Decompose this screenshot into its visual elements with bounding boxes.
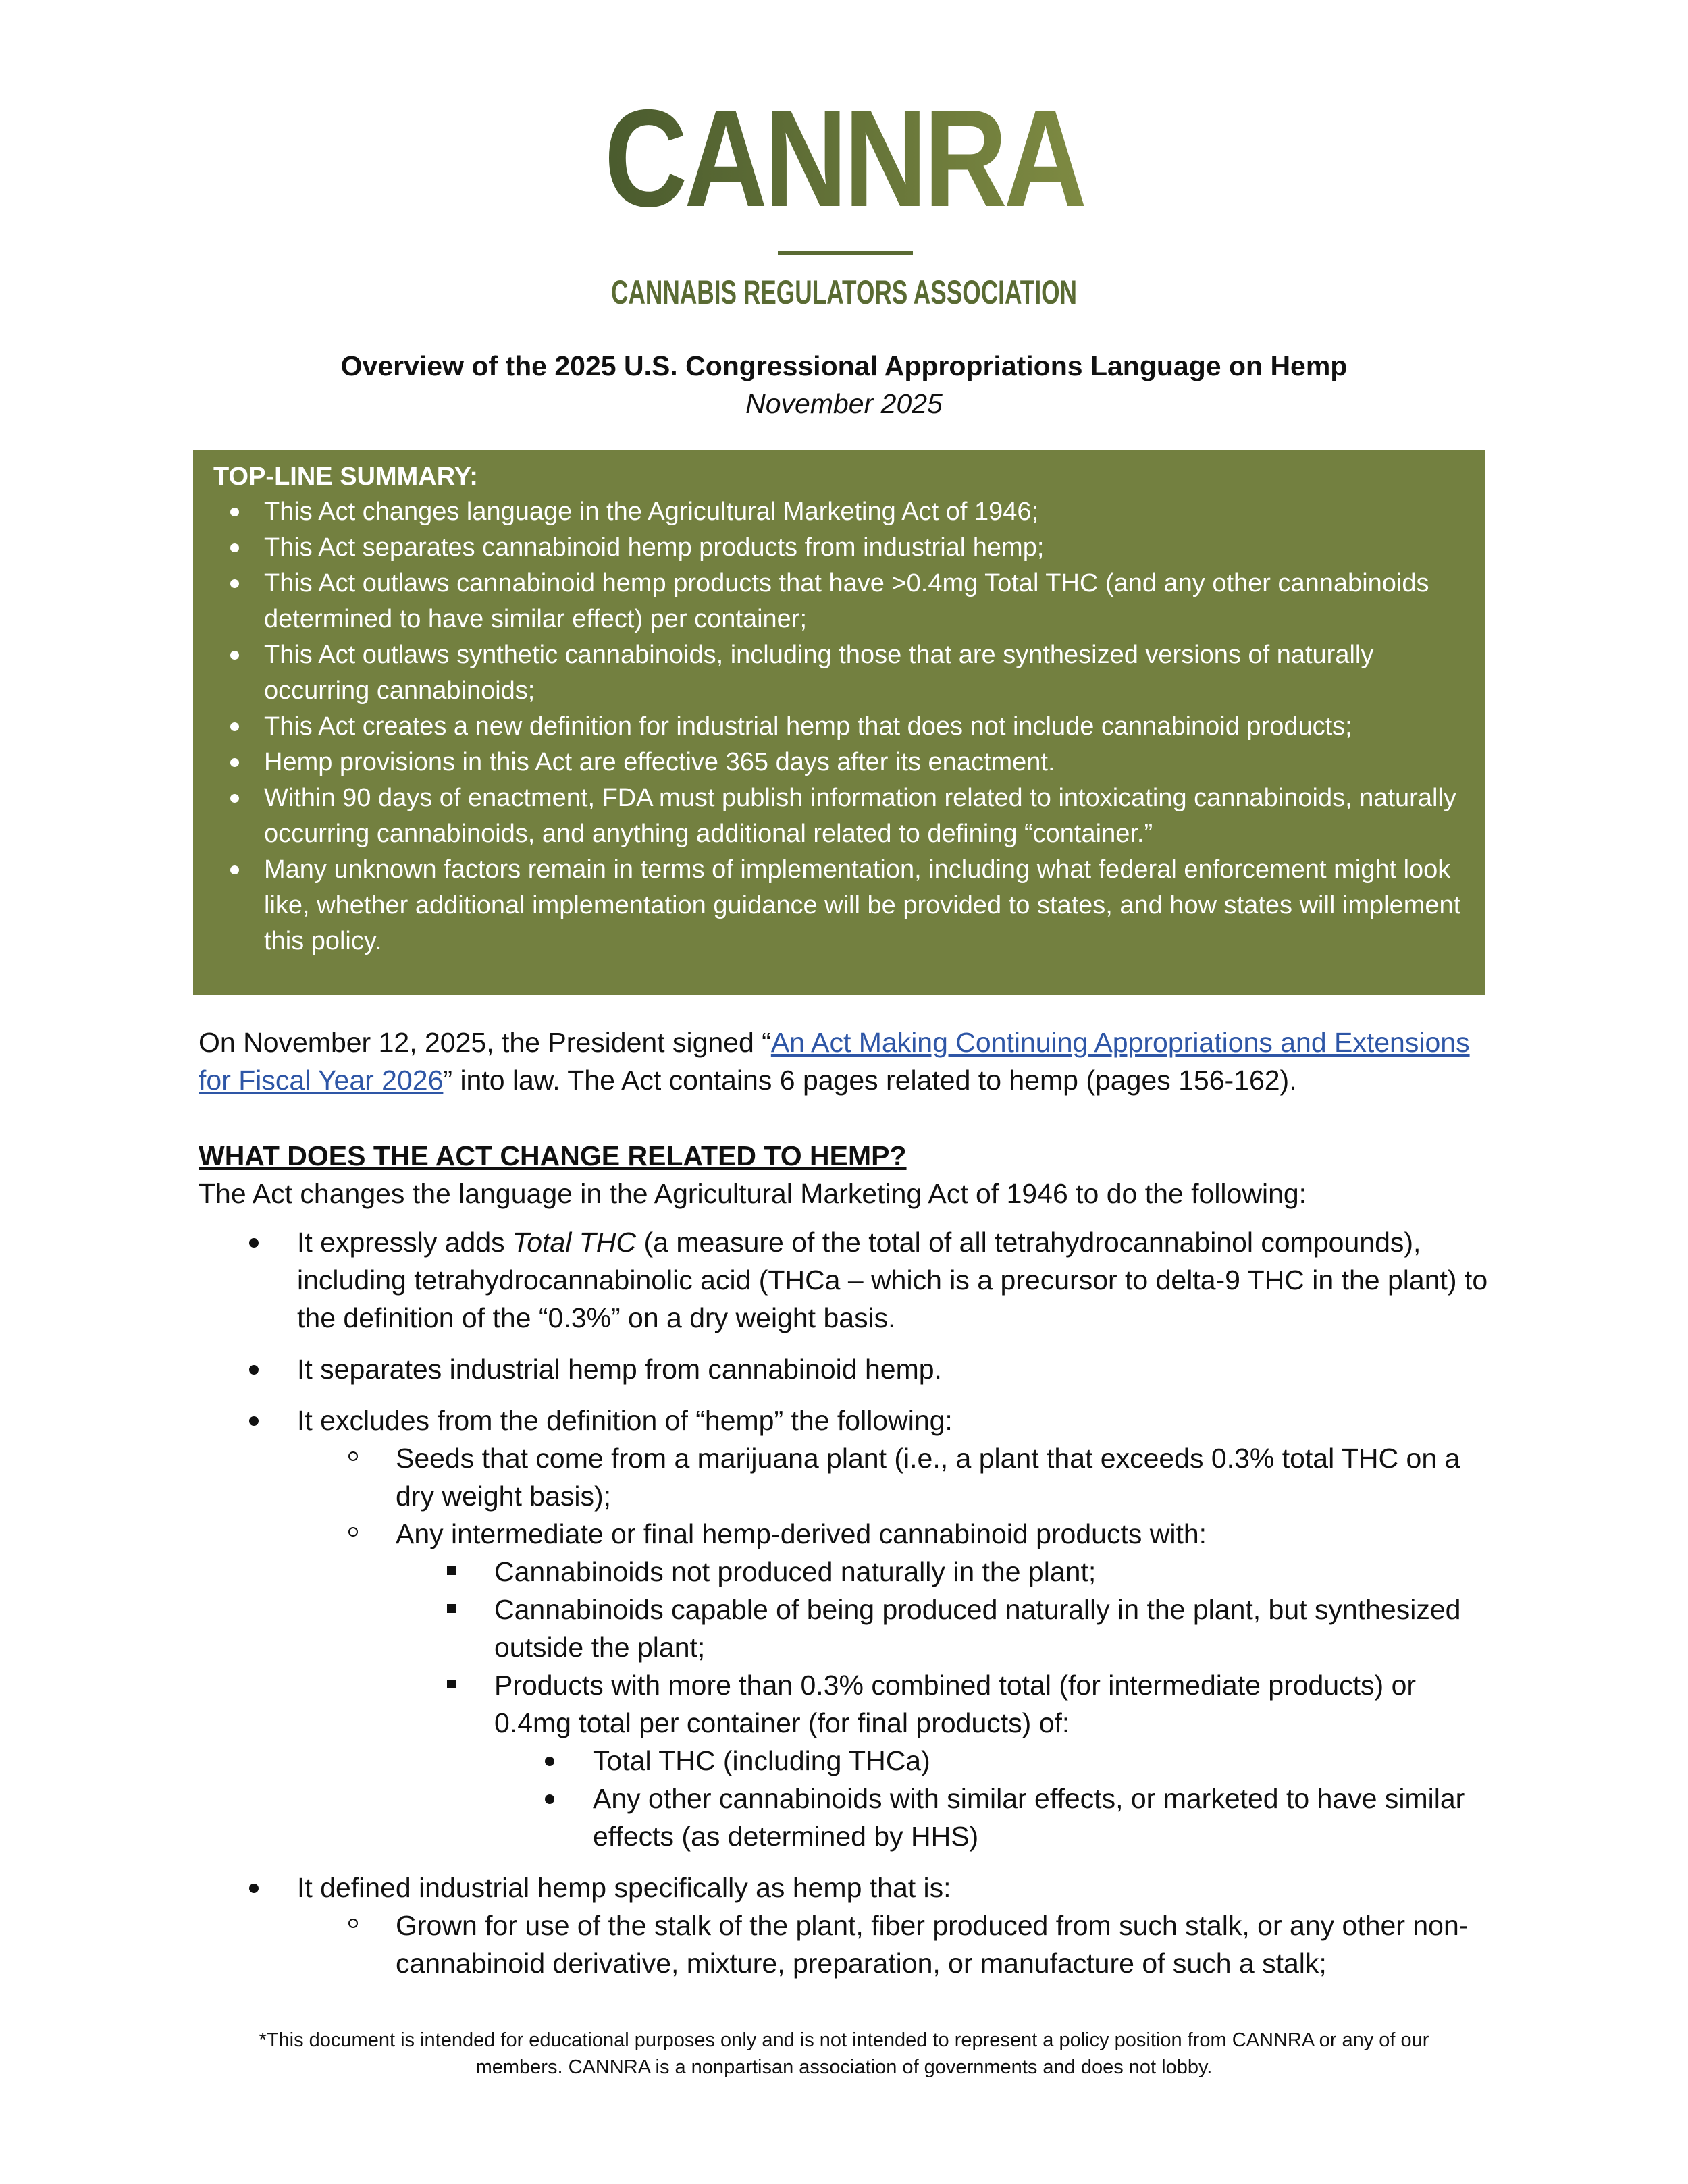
sub-sub-sub-list	[494, 1742, 1495, 1855]
top-line-summary-box	[193, 450, 1485, 995]
summary-item: This Act separates cannabinoid hemp products from industrial hemp;	[264, 530, 1465, 566]
logo-tagline: CANNABIS REGULATORS ASSOCIATION	[611, 273, 1077, 311]
item-text: (a measure of the total of all tetrahydrocannabinol compounds), including tetrahydrocannabinolic acid (THCa – which is a precursor to delta-9 THC in the plant) to the definition of the “0.3%” on a dry weight basis.	[297, 1227, 1488, 1333]
list-item	[297, 1869, 1495, 1982]
summary-item: Many unknown factors remain in terms of implementation, including what federal enforcement might look like, whether additional implementation guidance will be provided to states, and how states will implement this policy.	[264, 852, 1465, 959]
page-date: November 2025	[745, 388, 943, 419]
logo-graphic	[601, 81, 1087, 311]
summary-heading: TOP-LINE SUMMARY:	[213, 462, 478, 491]
footer-line: members. CANNRA is a nonpartisan association of governments and does not lobby.	[475, 2056, 1213, 2078]
summary-item: Hemp provisions in this Act are effective 365 days after its enactment.	[264, 745, 1465, 780]
title-block	[0, 347, 1688, 423]
sub-sub-list	[396, 1553, 1495, 1855]
summary-item: Within 90 days of enactment, FDA must publish information related to intoxicating cannabinoids, naturally occurring cannabinoids, and anything additional related to defining “container.”	[264, 780, 1465, 852]
document-body	[199, 1023, 1495, 1996]
act-link[interactable]: An Act Making Continuing Appropriations and Extensions for Fiscal Year 2026	[199, 1027, 1470, 1096]
item-text: It excludes from the definition of “hemp” the following:	[297, 1405, 953, 1436]
summary-list	[213, 494, 1465, 959]
item-text: It defined industrial hemp specifically as hemp that is:	[297, 1872, 951, 1903]
cannra-logo	[0, 81, 1688, 311]
summary-item: This Act outlaws cannabinoid hemp products that have >0.4mg Total THC (and any other cannabinoids determined to have similar effect) per container;	[264, 566, 1465, 637]
intro-paragraph	[199, 1023, 1495, 1099]
change-list	[199, 1223, 1495, 1982]
sub-item: Seeds that come from a marijuana plant (i.e., a plant that exceeds 0.3% total THC on a dry weight basis);	[396, 1439, 1495, 1515]
list-item: It separates industrial hemp from cannabinoid hemp.	[297, 1350, 1495, 1388]
logo-wordmark: CANNRA	[604, 81, 1084, 236]
sub-sub-item	[494, 1666, 1495, 1855]
section-lead: The Act changes the language in the Agricultural Marketing Act of 1946 to do the following:	[199, 1178, 1307, 1209]
list-item	[297, 1402, 1495, 1855]
item-text: It expressly adds	[297, 1227, 513, 1258]
item-emphasis: Total THC	[512, 1227, 637, 1258]
footer-line: *This document is intended for educational purposes only and is not intended to represent a policy position from CANNRA or any of our	[259, 2029, 1429, 2051]
logo-divider	[778, 251, 913, 255]
sub-item: Grown for use of the stalk of the plant, fiber produced from such stalk, or any other non-cannabinoid derivative, mixture, preparation, or manufacture of such a stalk;	[396, 1907, 1495, 1982]
sub-list	[297, 1439, 1495, 1855]
item-text: Products with more than 0.3% combined total (for intermediate products) or 0.4mg total per container (for final products) of:	[494, 1670, 1417, 1738]
summary-item: This Act creates a new definition for industrial hemp that does not include cannabinoid products;	[264, 709, 1465, 745]
summary-item: This Act outlaws synthetic cannabinoids, including those that are synthesized versions of naturally occurring cannabinoids;	[264, 637, 1465, 709]
summary-item: This Act changes language in the Agricultural Marketing Act of 1946;	[264, 494, 1465, 530]
page-title: Overview of the 2025 U.S. Congressional Appropriations Language on Hemp	[340, 350, 1348, 381]
sub-sub-sub-item: Any other cannabinoids with similar effects, or marketed to have similar effects (as determined by HHS)	[593, 1780, 1495, 1855]
item-text: Any intermediate or final hemp-derived cannabinoid products with:	[396, 1518, 1207, 1549]
sub-sub-item: Cannabinoids capable of being produced naturally in the plant, but synthesized outside the plant;	[494, 1591, 1495, 1666]
sub-sub-sub-item: Total THC (including THCa)	[593, 1742, 1495, 1780]
intro-text-before: On November 12, 2025, the President signed “	[199, 1027, 771, 1058]
disclaimer-footer	[0, 2027, 1688, 2081]
sub-list	[297, 1907, 1495, 1982]
sub-sub-item: Cannabinoids not produced naturally in the plant;	[494, 1553, 1495, 1591]
sub-item	[396, 1515, 1495, 1855]
list-item	[297, 1223, 1495, 1337]
intro-text-after: ” into law. The Act contains 6 pages related to hemp (pages 156-162).	[443, 1065, 1297, 1096]
section-heading: WHAT DOES THE ACT CHANGE RELATED TO HEMP?	[199, 1140, 907, 1171]
